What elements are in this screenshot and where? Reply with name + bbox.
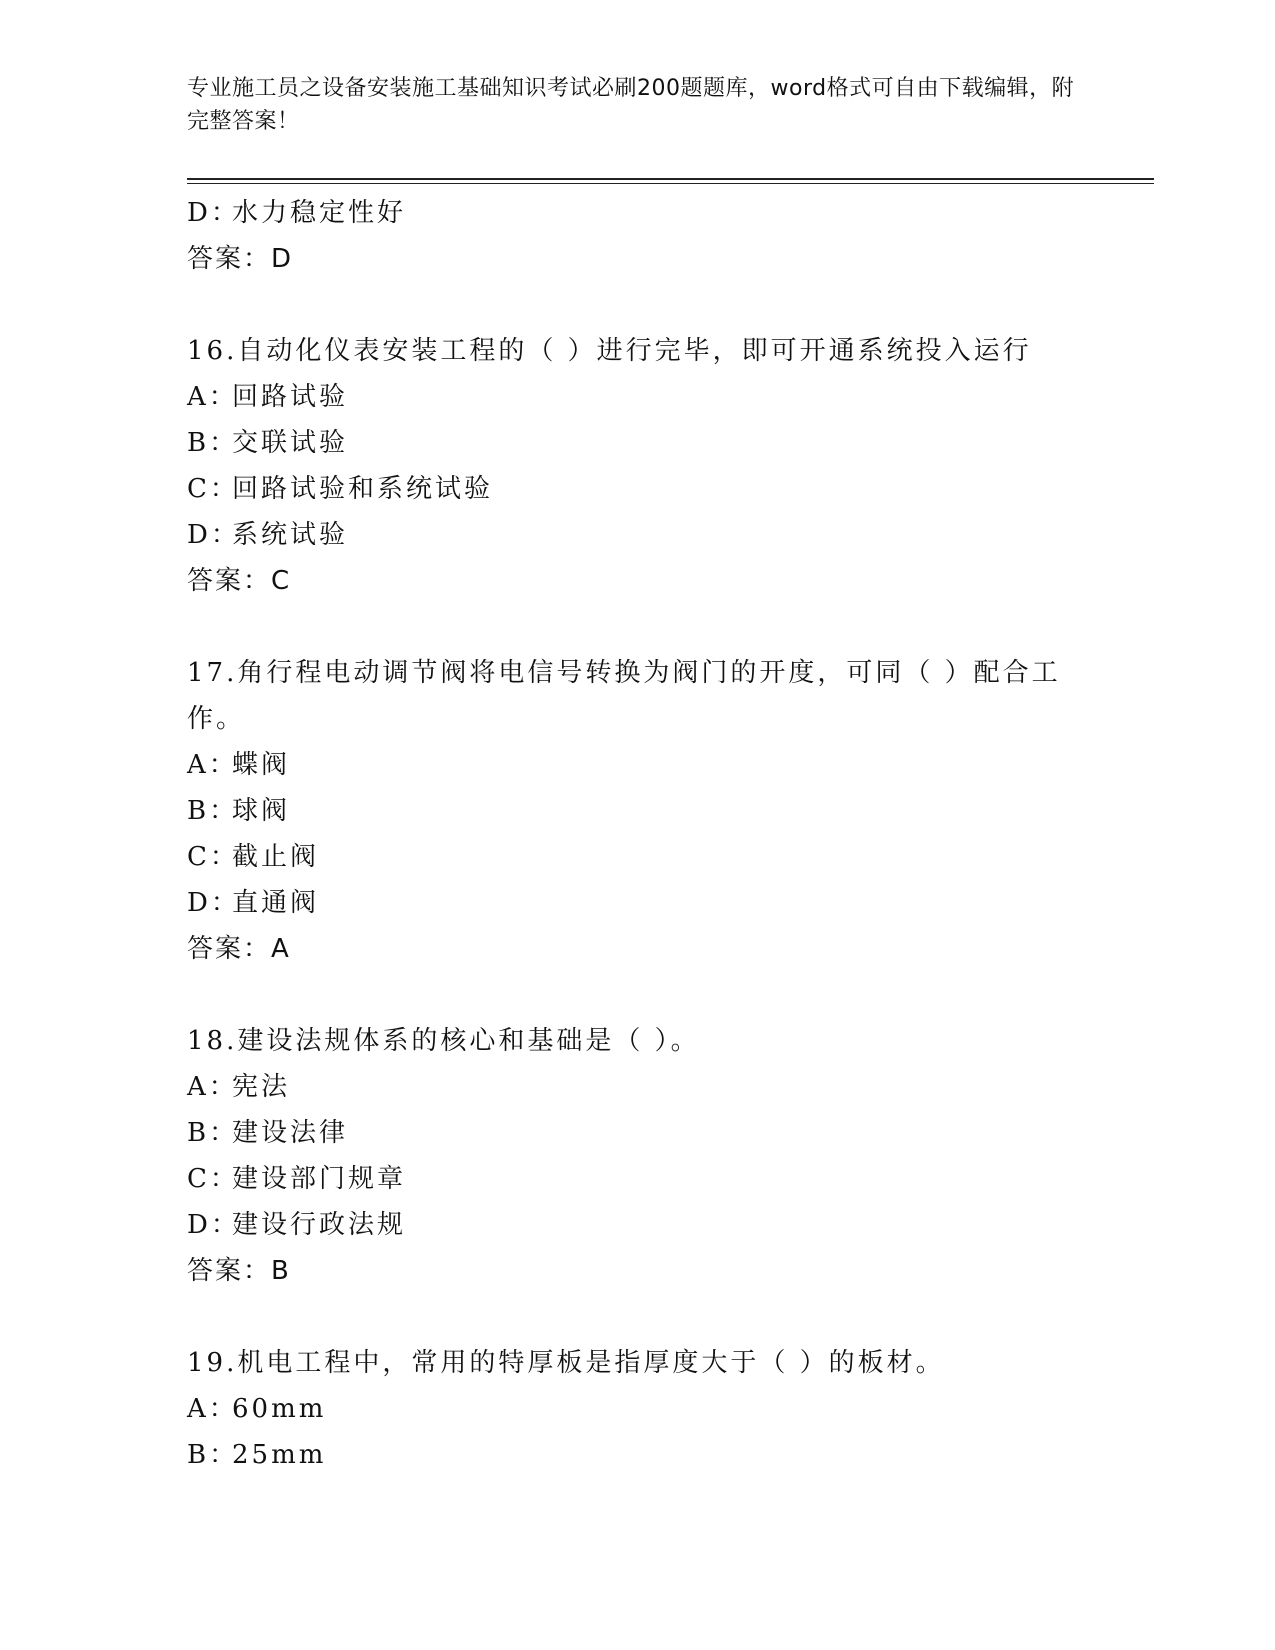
option-text: 回路试验和系统试验 [232,474,494,504]
option-text: 建设行政法规 [232,1210,407,1240]
answer-label: 答案： [187,244,272,274]
answer-value: D [271,244,294,274]
document-body [187,190,1067,1478]
option-key: B： [187,428,239,458]
option-a [187,374,1067,420]
option-text: 水力稳定性好 [232,198,407,228]
option-key: C： [187,1164,239,1194]
answer-line [187,1248,1067,1294]
answer-line [187,236,1067,282]
option-text: 25mm [232,1440,327,1470]
question-16: 16.自动化仪表安装工程的（ ）进行完毕，即可开通系统投入运行 [187,336,1032,366]
option-d [187,880,1067,926]
page-header-title: 专业施工员之设备安装施工基础知识考试必刷200题题库，word格式可自由下载编辑，附完整答案！ [187,76,1075,134]
option-key: A： [187,750,238,780]
option-text: 交联试验 [232,428,349,458]
option-key: D： [187,1210,240,1240]
option-a [187,742,1067,788]
question-18: 18.建设法规体系的核心和基础是（ ）。 [187,1026,700,1056]
option-key: B： [187,796,239,826]
header-divider-thin [187,183,1154,184]
option-key: A： [187,382,238,412]
option-text: 60mm [232,1394,327,1424]
option-key: B： [187,1118,239,1148]
option-text: 建设部门规章 [232,1164,407,1194]
option-d [187,190,1067,236]
option-c [187,834,1067,880]
answer-value: C [271,566,292,596]
option-key: A： [187,1394,238,1424]
question-19: 19.机电工程中，常用的特厚板是指厚度大于（ ）的板材。 [187,1348,945,1378]
option-key: A： [187,1072,238,1102]
option-d [187,512,1067,558]
answer-label: 答案： [187,1256,272,1286]
option-c [187,466,1067,512]
question-17: 17.角行程电动调节阀将电信号转换为阀门的开度，可同（ ）配合工作。 [187,658,1061,734]
option-text: 系统试验 [232,520,349,550]
option-b [187,420,1067,466]
option-key: D： [187,520,240,550]
option-key: B： [187,1440,239,1470]
header-divider-thick [187,178,1154,180]
option-b [187,1432,1067,1478]
answer-line [187,558,1067,604]
option-d [187,1202,1067,1248]
option-text: 建设法律 [232,1118,349,1148]
option-text: 回路试验 [232,382,349,412]
option-key: C： [187,474,239,504]
answer-label: 答案： [187,566,272,596]
option-text: 球阀 [232,796,291,826]
option-text: 宪法 [232,1072,291,1102]
option-text: 直通阀 [232,888,320,918]
answer-label: 答案： [187,934,272,964]
answer-value: B [271,1256,291,1286]
option-key: C： [187,842,239,872]
option-key: D： [187,198,240,228]
option-a [187,1064,1067,1110]
option-text: 截止阀 [232,842,320,872]
option-a [187,1386,1067,1432]
answer-line [187,926,1067,972]
option-c [187,1156,1067,1202]
option-text: 蝶阀 [232,750,291,780]
option-b [187,1110,1067,1156]
answer-value: A [271,934,291,964]
option-key: D： [187,888,240,918]
option-b [187,788,1067,834]
